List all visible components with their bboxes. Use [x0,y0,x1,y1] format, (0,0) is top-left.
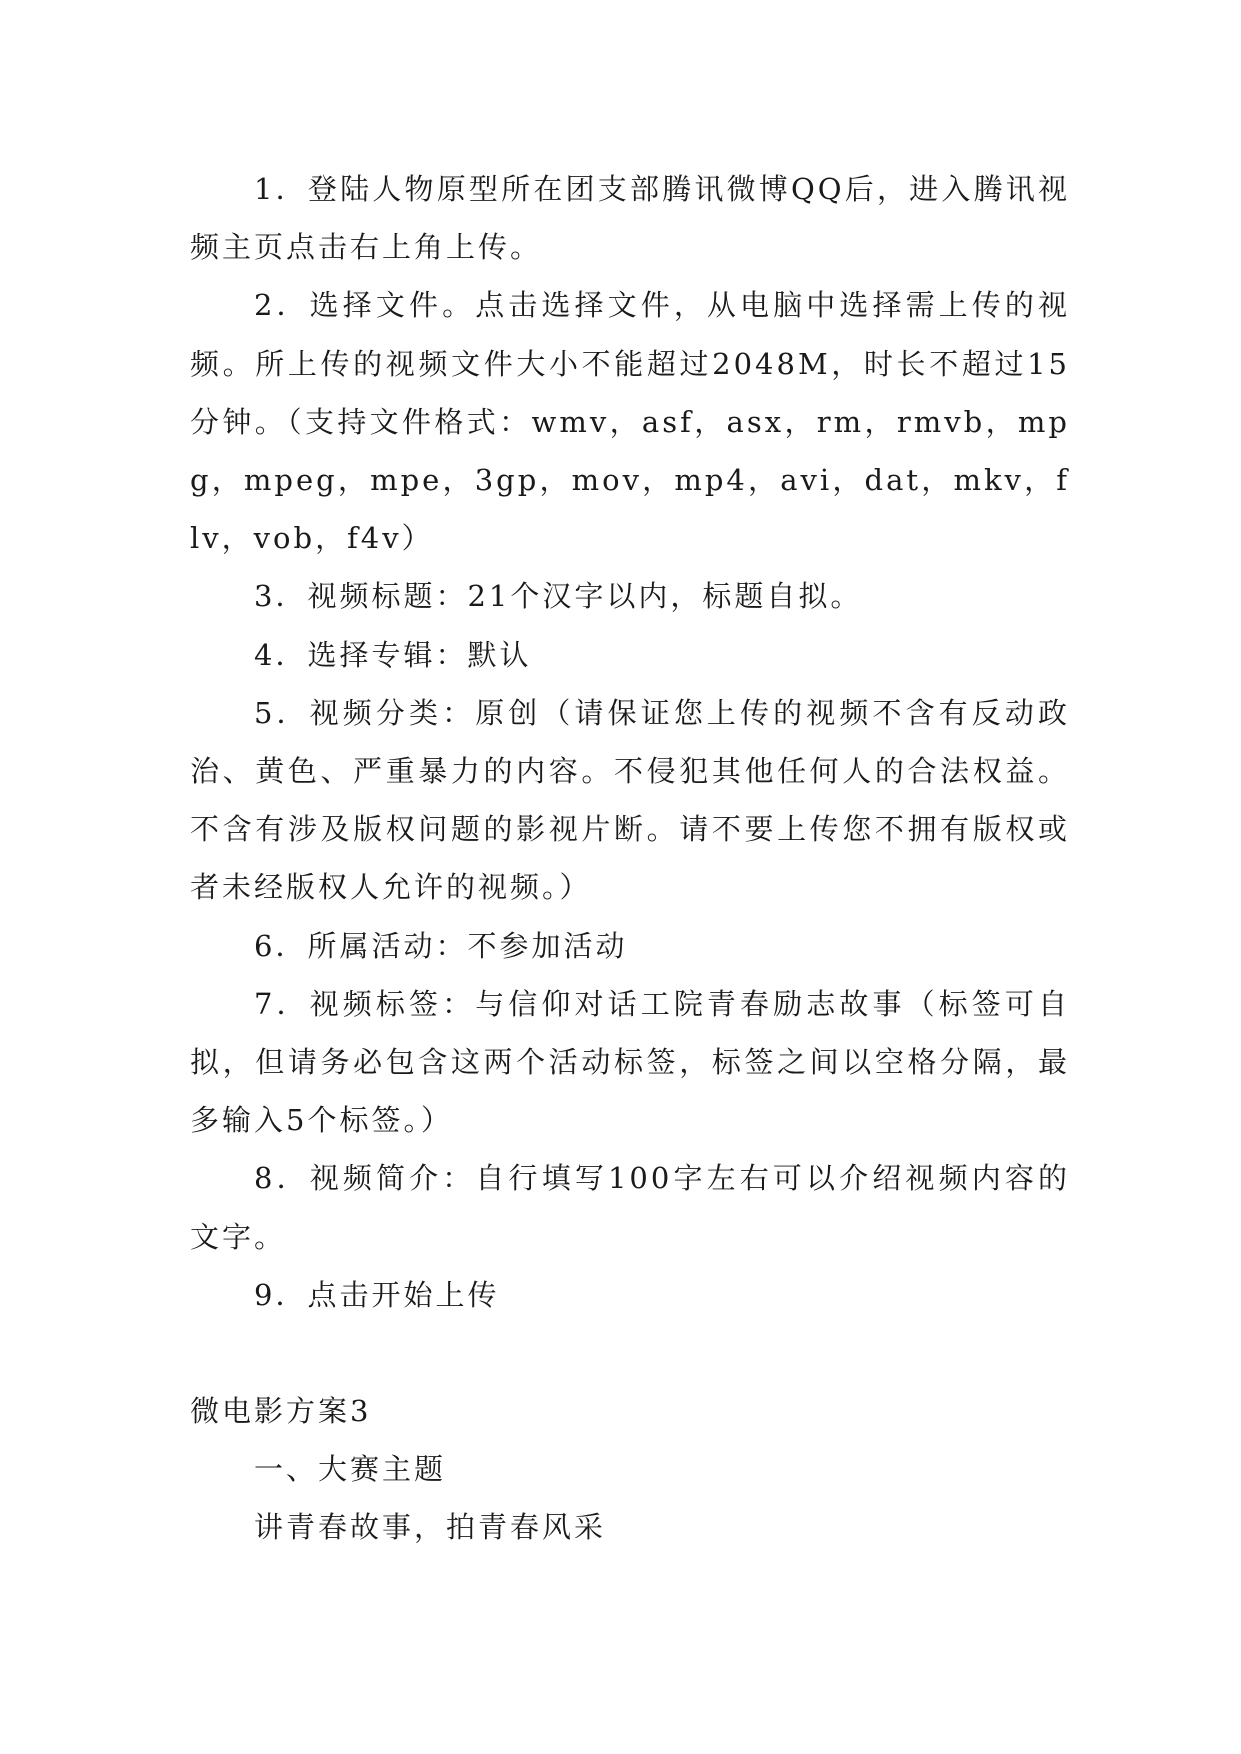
step-4-paragraph: 4．选择专辑：默认 [254,637,532,672]
step-2-paragraph: 2．选择文件。点击选择文件，从电脑中选择需上传的视频。所上传的视频文件大小不能超过2048M，时长不超过15分钟。（支持文件格式：wmv，asf，asx，rm，rmvb，mpg，mpeg，mpe，3gp，mov，mp4，avi，dat，mkv，flv，vob，f4v） [190,288,1070,556]
section-heading: 一、大赛主题 [254,1452,447,1487]
section-slogan: 讲青春故事，拍青春风采 [254,1510,607,1545]
section-title: 微电影方案3 [190,1394,372,1429]
step-1-paragraph: 1．登陆人物原型所在团支部腾讯微博QQ后，进入腾讯视频主页点击右上角上传。 [190,172,1070,265]
blank-line [190,1324,1070,1382]
step-3-paragraph: 3．视频标题：21个汉字以内，标题自拟。 [254,579,863,614]
step-8-paragraph: 8．视频简介：自行填写100字左右可以介绍视频内容的文字。 [190,1161,1070,1254]
document-body [190,160,1070,1557]
step-9-paragraph: 9．点击开始上传 [254,1277,500,1312]
step-5-paragraph: 5．视频分类：原创（请保证您上传的视频不含有反动政治、黄色、严重暴力的内容。不侵犯其他任何人的合法权益。不含有涉及版权问题的影视片断。请不要上传您不拥有版权或者未经版权人允许的视频。） [190,695,1070,905]
step-7-paragraph: 7．视频标签：与信仰对话工院青春励志故事（标签可自拟，但请务必包含这两个活动标签，标签之间以空格分隔，最多输入5个标签。） [190,986,1070,1138]
step-6-paragraph: 6．所属活动：不参加活动 [254,928,628,963]
